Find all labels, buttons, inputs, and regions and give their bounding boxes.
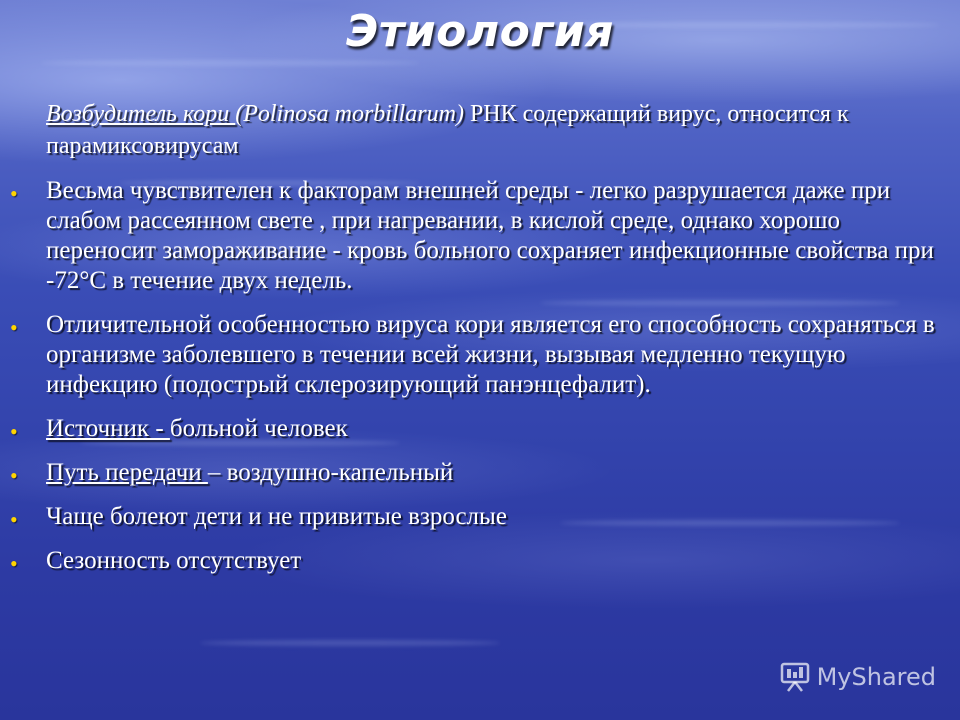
bullet-item bbox=[10, 502, 936, 532]
pathogen-latin-name: (Polinosa morbillarum) bbox=[235, 101, 464, 127]
bullet-text: Чаще болеют дети и не привитые взрослые bbox=[46, 503, 507, 530]
bullet-dot-icon: • bbox=[10, 551, 18, 576]
watermark bbox=[779, 662, 936, 692]
sky-streak bbox=[200, 640, 500, 646]
bullet-item bbox=[10, 310, 936, 400]
bullet-dot-icon: • bbox=[10, 315, 18, 340]
intro-paragraph bbox=[46, 98, 936, 162]
bullet-underlined: Источник - bbox=[46, 415, 170, 442]
bullet-dot-icon: • bbox=[10, 181, 18, 206]
sky-streak bbox=[40, 60, 420, 66]
bullet-text: – воздушно-капельный bbox=[207, 459, 454, 486]
bullet-dot-icon: • bbox=[10, 419, 18, 444]
pathogen-label: Возбудитель кори bbox=[46, 101, 236, 127]
bullet-dot-icon: • bbox=[10, 507, 18, 532]
slide-content bbox=[10, 98, 936, 590]
bullet-text: Весьма чувствителен к факторам внешней среды - легко разрушается даже при слабом рассеянном свете , при нагревании, в кислой среде, однако хорошо переносит замораживание - кровь больного сохраняет инфекционные свойства при -72°С в течение двух недель. bbox=[46, 177, 934, 294]
bullet-item bbox=[10, 546, 936, 576]
pathogen-description: РНК содержащий вирус, относится к парамиксовирусам bbox=[46, 101, 849, 159]
bullet-item bbox=[10, 176, 936, 296]
presentation-board-icon bbox=[779, 662, 811, 692]
bullet-item bbox=[10, 458, 936, 488]
watermark-text: MyShared bbox=[816, 663, 936, 691]
bullet-item bbox=[10, 414, 936, 444]
bullet-underlined: Путь передачи bbox=[46, 459, 208, 486]
bullet-dot-icon: • bbox=[10, 463, 18, 488]
bullet-text: больной человек bbox=[169, 415, 348, 442]
bullet-text: Сезонность отсутствует bbox=[46, 547, 302, 574]
slide-title: Этиология bbox=[346, 6, 614, 57]
bullet-text: Отличительной особенностью вируса кори является его способность сохраняться в организме заболевшего в течении всей жизни, вызывая медленно текущую инфекцию (подострый склерозирующий панэнцефалит). bbox=[46, 311, 935, 398]
